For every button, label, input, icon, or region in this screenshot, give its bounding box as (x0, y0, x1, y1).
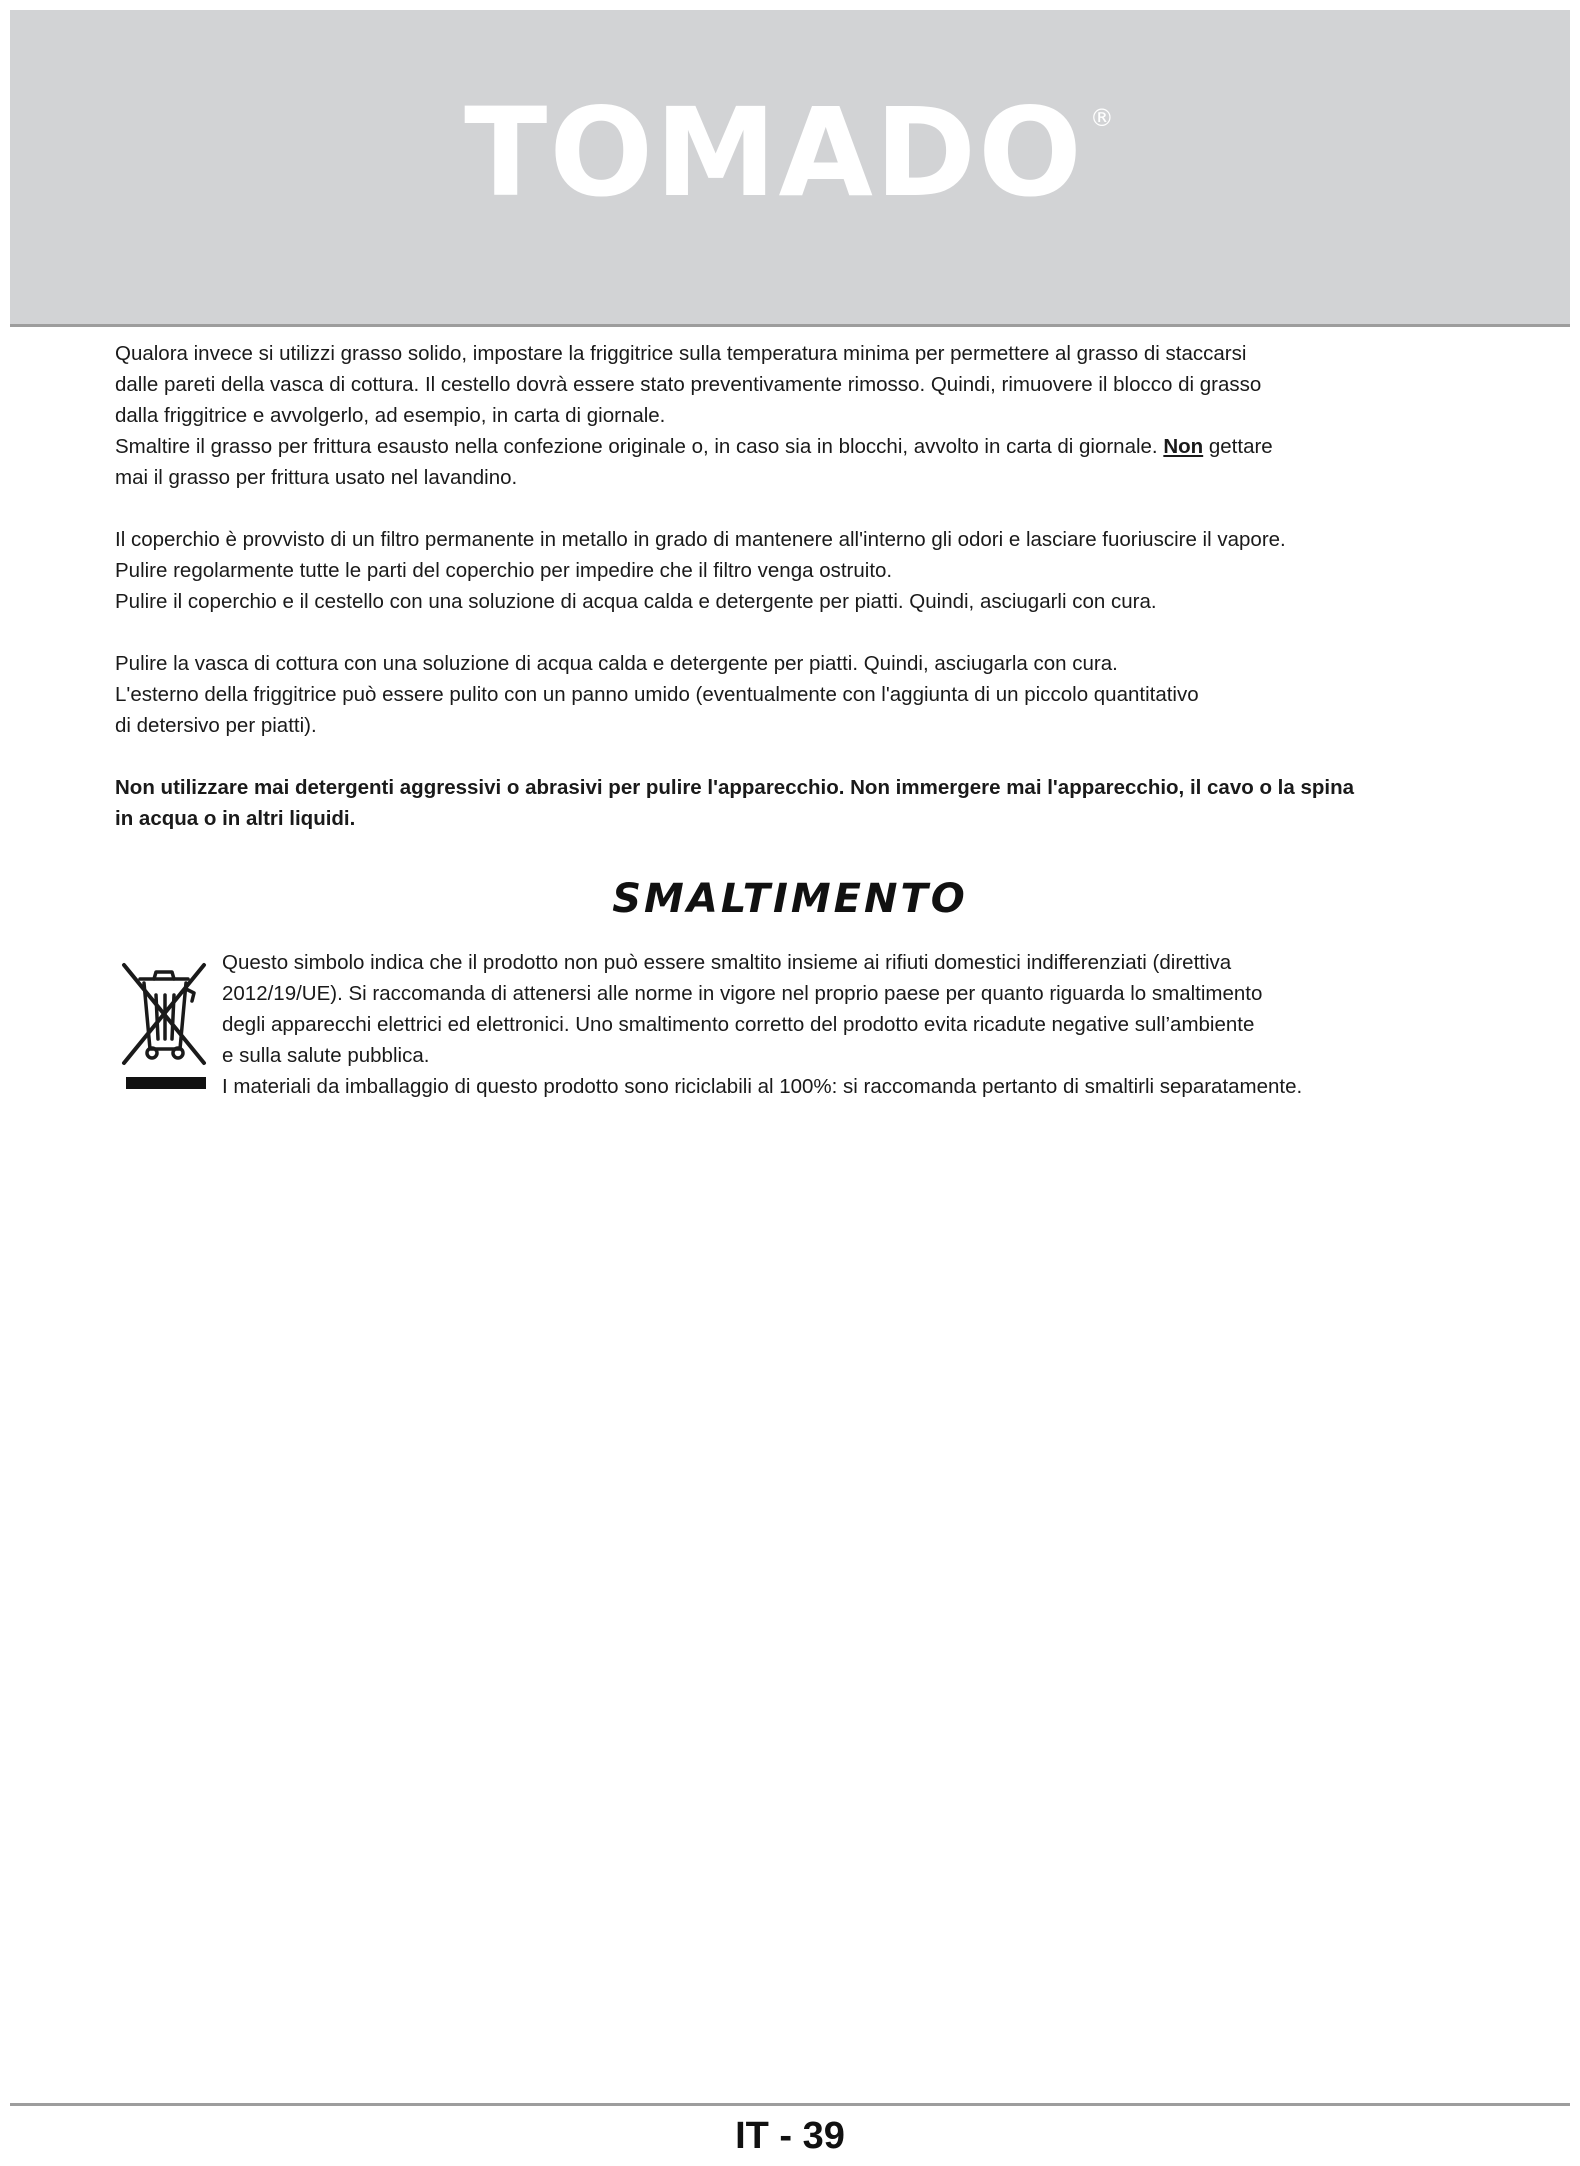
page-number: IT - 39 (735, 2115, 845, 2157)
text-line: dalle pareti della vasca di cottura. Il cestello dovrà essere stato preventivamente rimosso. Quindi, rimuovere il blocco di grasso (115, 373, 1262, 396)
header-divider (10, 324, 1570, 327)
emphasis-non: Non (1163, 435, 1204, 458)
text-line: Pulire il coperchio e il cestello con una soluzione di acqua calda e detergente per piatti. Quindi, asciugarli con cura. (115, 590, 1157, 613)
text-line: e sulla salute pubblica. (222, 1044, 430, 1067)
text-line: Pulire la vasca di cottura con una soluzione di acqua calda e detergente per piatti. Quindi, asciugarla con cura. (115, 652, 1118, 675)
text-line: di detersivo per piatti). (115, 714, 317, 737)
text-line: I materiali da imballaggio di questo prodotto sono riciclabili al 100%: si raccomanda pertanto di smaltirli separatamente. (222, 1075, 1303, 1098)
section-title-disposal: SMALTIMENTO (612, 876, 968, 922)
text-line: Smaltire il grasso per frittura esausto nella confezione originale o, in caso sia in blocchi, avvolto in carta di giornale. (115, 435, 1164, 458)
text-line: in acqua o in altri liquidi. (115, 807, 356, 830)
disposal-section (222, 947, 1472, 1102)
header-band (10, 10, 1570, 324)
cleaning-section (115, 338, 1465, 834)
brand-name: TOMADO (464, 82, 1084, 224)
warning-paragraph (115, 772, 1465, 834)
disposal-paragraph (222, 947, 1472, 1102)
text-line: Pulire regolarmente tutte le parti del coperchio per impedire che il filtro venga ostruito. (115, 559, 893, 582)
paragraph-solid-fat (115, 338, 1465, 493)
registered-mark: ® (1089, 104, 1116, 132)
paragraph-bowl-cleaning (115, 648, 1465, 741)
footer-divider (10, 2103, 1570, 2106)
text-line: L'esterno della friggitrice può essere pulito con un panno umido (eventualmente con l'aggiunta di un piccolo quantitativo (115, 683, 1199, 706)
text-line: gettare (1203, 435, 1273, 458)
text-line: Questo simbolo indica che il prodotto non può essere smaltito insieme ai rifiuti domestici indifferenziati (direttiva (222, 951, 1232, 974)
text-line: degli apparecchi elettrici ed elettronici. Uno smaltimento corretto del prodotto evita ricadute negative sull’ambiente (222, 1013, 1255, 1036)
paragraph-lid-filter (115, 524, 1465, 617)
text-line: Qualora invece si utilizzi grasso solido, impostare la friggitrice sulla temperatura minima per permettere al grasso di staccarsi (115, 342, 1247, 365)
text-line: dalla friggitrice e avvolgerlo, ad esempio, in carta di giornale. (115, 404, 666, 427)
crossed-out-wheelie-bin-icon (118, 955, 210, 1090)
text-line: Il coperchio è provvisto di un filtro permanente in metallo in grado di mantenere all'interno gli odori e lasciare fuoriuscire il vapore. (115, 528, 1286, 551)
brand-logo (10, 82, 1570, 224)
text-line: 2012/19/UE). Si raccomanda di attenersi alle norme in vigore nel proprio paese per quanto riguarda lo smaltimento (222, 982, 1263, 1005)
text-line: Non utilizzare mai detergenti aggressivi o abrasivi per pulire l'apparecchio. Non immergere mai l'apparecchio, il cavo o la spina (115, 776, 1355, 799)
text-line: mai il grasso per frittura usato nel lavandino. (115, 466, 518, 489)
